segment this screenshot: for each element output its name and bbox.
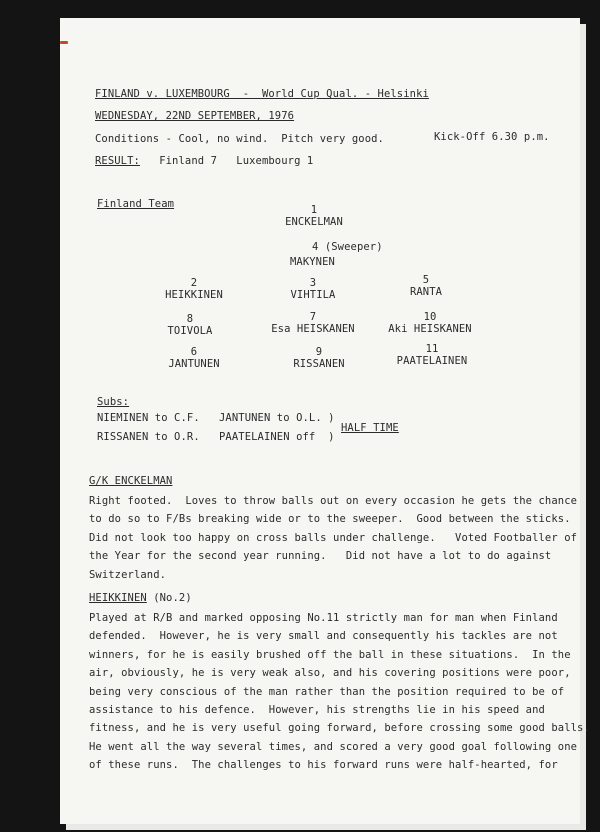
conditions: Conditions - Cool, no wind. Pitch very good. <box>95 133 384 145</box>
player-3: 3 VIHTILA <box>290 277 336 301</box>
player-number: 1 <box>310 204 318 216</box>
subs-heading: Subs: <box>97 396 130 408</box>
heikkinen-paragraph <box>89 609 590 775</box>
text-line: He went all the way several times, and scored a very good goal following one <box>89 740 578 753</box>
player-4-number: 4 (Sweeper) <box>312 241 383 253</box>
match-title: FINLAND v. LUXEMBOURG - World Cup Qual. - Helsinki <box>95 88 429 100</box>
gk-paragraph <box>89 492 578 584</box>
text-line: Played at R/B and marked opposing No.11 strictly man for man when Finland <box>89 612 558 624</box>
result <box>95 155 313 167</box>
document-page <box>60 18 590 824</box>
text-line: of these runs. The challenges to his forward runs were half-hearted, for <box>89 759 558 772</box>
text-line: air, obviously, he is very weak also, and his covering positions were poor, <box>89 667 571 680</box>
text-line: defended. However, he is very small and consequently his tackles are not <box>89 630 558 643</box>
player-8: 8 TOIVOLA <box>167 313 213 337</box>
text-line: Did not look too happy on cross balls under challenge. Voted Footballer of <box>89 531 578 544</box>
heikkinen-heading: HEIKKINEN (No.2) <box>89 592 192 604</box>
kickoff: Kick-Off 6.30 p.m. <box>434 131 550 143</box>
text-line: fitness, and he is very useful going forward, before crossing some good balls. <box>89 722 590 735</box>
player-1 <box>244 204 384 228</box>
match-date: WEDNESDAY, 22ND SEPTEMBER, 1976 <box>95 110 295 122</box>
result-label: RESULT: <box>95 155 140 167</box>
player-7: 7 Esa HEISKANEN <box>271 311 355 335</box>
text-line: winners, for he is easily brushed off the ball in these situations. In the <box>89 648 571 661</box>
player-11: 11 PAATELAINEN <box>396 343 468 367</box>
text-line: to do so to F/Bs breaking wide or to the sweeper. Good between the sticks. <box>89 513 571 526</box>
player-9: 9 RISSANEN <box>293 346 345 370</box>
player-5: 5 RANTA <box>409 274 443 298</box>
red-mark <box>60 41 68 44</box>
team-heading: Finland Team <box>97 198 175 210</box>
player-name: ENCKELMAN <box>285 216 343 228</box>
text-line: being very conscious of the man rather than the position required to be of <box>89 685 565 698</box>
player-10: 10 Aki HEISKANEN <box>388 311 472 335</box>
text-line: Right footed. Loves to throw balls out on every occasion he gets the chance <box>89 495 578 507</box>
player-6: 6 JANTUNEN <box>168 346 220 370</box>
player-2: 2 HEIKKINEN <box>165 277 223 301</box>
text-line: assistance to his defence. However, his strengths lie in his speed and <box>89 704 545 717</box>
gk-heading: G/K ENCKELMAN <box>89 475 173 487</box>
text-line: the Year for the second year running. Did not have a lot to do against <box>89 550 552 563</box>
text-line: Switzerland. <box>89 568 167 581</box>
player-4-name: MAKYNEN <box>290 256 335 268</box>
result-text: Finland 7 Luxembourg 1 <box>159 155 314 167</box>
subs-line-2: RISSANEN to O.R. PAATELAINEN off ) <box>97 431 335 443</box>
half-time-label: HALF TIME <box>341 422 399 434</box>
subs-line-1: NIEMINEN to C.F. JANTUNEN to O.L. ) <box>97 412 335 424</box>
